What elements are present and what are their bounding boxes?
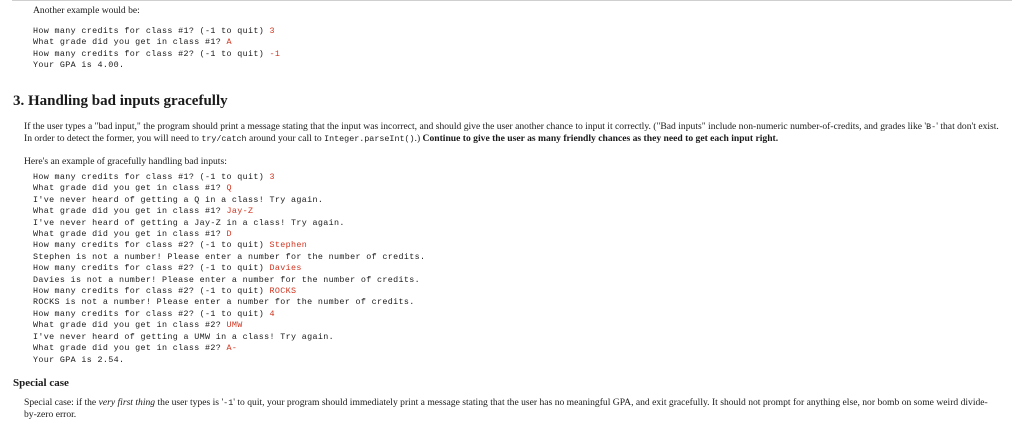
user-input: Davies	[269, 263, 302, 274]
console-line	[33, 240, 425, 251]
console-prompt: I've never heard of getting a UMW in a class! Try again.	[33, 331, 335, 342]
user-input: Jay-Z	[226, 206, 254, 217]
intro-text: Another example would be:	[33, 5, 140, 16]
user-input: A	[226, 37, 232, 48]
user-input: -1	[269, 48, 281, 59]
console-prompt: Your GPA is 2.54.	[33, 354, 125, 365]
paragraph-text: ' to quit, your program should immediately print a message stating that the user has no meaningful GPA, and exit gracefully. It should not prompt for anything else, nor bomb on some weird divide-by-zero error.	[24, 397, 988, 420]
emphasis-text: very first thing	[98, 397, 156, 408]
top-divider	[12, 0, 1012, 1]
console-line	[33, 218, 425, 229]
section-heading: 3. Handling bad inputs gracefully	[13, 93, 228, 109]
special-case-paragraph	[24, 397, 999, 421]
console-line	[33, 206, 425, 217]
console-prompt: How many credits for class #2? (-1 to quit)	[33, 240, 270, 251]
console-line	[33, 60, 280, 71]
console-prompt: What grade did you get in class #1?	[33, 229, 227, 240]
console-line	[33, 252, 425, 263]
code-snippet: B-	[926, 122, 937, 132]
console-line	[33, 195, 425, 206]
paragraph-text: around your call to	[246, 133, 325, 144]
subsection-heading: Special case	[13, 377, 69, 389]
paragraph-text: Special case: if the	[24, 397, 99, 408]
console-prompt: How many credits for class #2? (-1 to quit)	[33, 263, 270, 274]
code-snippet: -1	[223, 398, 234, 408]
console-prompt: What grade did you get in class #2?	[33, 320, 227, 331]
console-prompt: I've never heard of getting a Q in a class! Try again.	[33, 194, 324, 205]
user-input: 3	[269, 26, 275, 36]
paragraph-text: the user types is '	[155, 397, 224, 408]
console-line	[33, 26, 280, 37]
console-line	[33, 183, 425, 194]
console-line	[33, 37, 280, 48]
console-line	[33, 263, 425, 274]
console-line	[33, 229, 425, 240]
console-prompt: What grade did you get in class #1?	[33, 37, 227, 48]
example-output-1	[33, 26, 280, 72]
console-prompt: Davies is not a number! Please enter a number for the number of credits.	[33, 274, 421, 285]
user-input: 4	[269, 308, 275, 319]
console-prompt: Your GPA is 4.00.	[33, 60, 125, 71]
console-line	[33, 172, 425, 183]
user-input: ROCKS	[269, 286, 297, 297]
console-line	[33, 309, 425, 320]
console-line	[33, 343, 425, 354]
console-prompt: What grade did you get in class #1?	[33, 183, 227, 194]
console-line	[33, 275, 425, 286]
console-line	[33, 286, 425, 297]
console-line	[33, 297, 425, 308]
console-prompt: How many credits for class #2? (-1 to quit)	[33, 308, 270, 319]
user-input: Q	[226, 183, 232, 194]
example-intro: Here's an example of gracefully handling bad inputs:	[24, 156, 227, 167]
paragraph-text: ' that don't exist. In order to detect the former, you will need to	[24, 121, 999, 144]
paragraph-text: .)	[414, 133, 423, 144]
example-output-2	[33, 172, 425, 366]
console-line	[33, 332, 425, 343]
console-prompt: I've never heard of getting a Jay-Z in a class! Try again.	[33, 217, 345, 228]
bold-instruction: Continue to give the user as many friendly chances as they need to get each input right.	[422, 133, 779, 144]
user-input: Stephen	[269, 240, 308, 251]
console-prompt: What grade did you get in class #1?	[33, 206, 227, 217]
user-input: UMW	[226, 320, 243, 331]
console-line	[33, 49, 280, 60]
user-input: D	[226, 229, 232, 240]
user-input: 3	[269, 172, 275, 182]
paragraph-text: If the user types a "bad input," the program should print a message stating that the input was incorrect, and should give the user another chance to input it correctly. ("Bad inputs" include non-numeric number-of-credits, and grades like '	[24, 121, 927, 132]
console-prompt: ROCKS is not a number! Please enter a number for the number of credits.	[33, 297, 415, 308]
console-prompt: Stephen is not a number! Please enter a number for the number of credits.	[33, 251, 426, 262]
section-paragraph	[24, 121, 999, 145]
console-prompt: What grade did you get in class #2?	[33, 343, 227, 354]
user-input: A-	[226, 343, 238, 354]
console-prompt: How many credits for class #1? (-1 to quit)	[33, 26, 270, 36]
console-line	[33, 320, 425, 331]
console-prompt: How many credits for class #1? (-1 to quit)	[33, 172, 270, 182]
console-line	[33, 355, 425, 366]
code-snippet: Integer.parseInt()	[324, 134, 415, 144]
code-snippet: try/catch	[201, 134, 247, 144]
console-prompt: How many credits for class #2? (-1 to quit)	[33, 48, 270, 59]
console-prompt: How many credits for class #2? (-1 to quit)	[33, 286, 270, 297]
